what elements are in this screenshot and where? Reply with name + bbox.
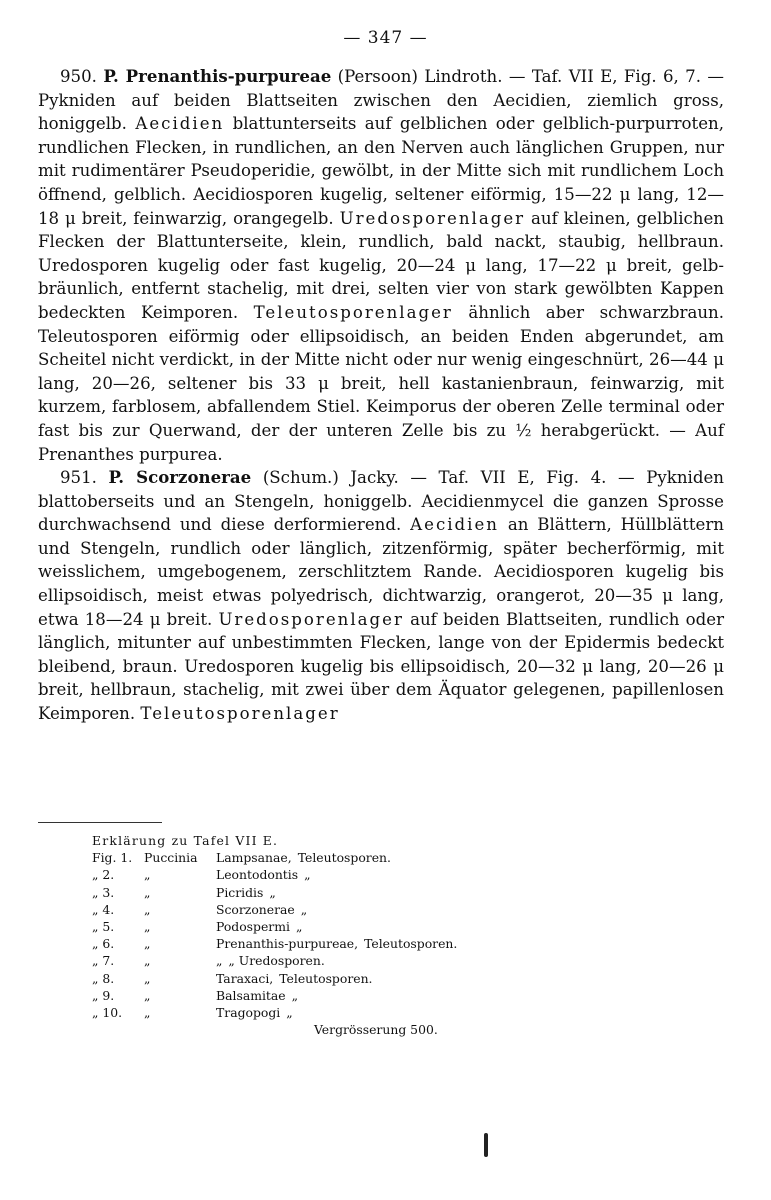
legend-note: „ xyxy=(295,919,303,935)
legend-fig: „ 7. xyxy=(92,953,115,969)
legend-species: Balsamitae xyxy=(216,987,286,1003)
legend-note: Teleutosporen. xyxy=(364,936,458,952)
legend-genus: „ xyxy=(144,901,151,917)
legend-row xyxy=(92,866,592,883)
entry-text: (Schum.) Jacky. — Taf. VII E, Fig. 4. — Pykniden blattoberseits und an Stengeln, honiggelb. Aecidienmycel die ganzen Sprosse durchwachsend und diese derformierend. xyxy=(38,468,724,535)
legend-genus: Puccinia xyxy=(144,850,198,866)
entry-text: ähnlich aber schwarzbraun. Teleutosporen eiförmig oder ellipsoidisch, an beiden Enden abgerundet, am Scheitel nicht verdickt, in der Mitte nicht oder nur wenig eingeschnürt, 26—44 μ lang, 20—26, seltener bis 33 μ breit, hell kastanienbraun, feinwarzig, mit kurzem, farblosem, abfallendem Stiel. Keimporus der oberen Zelle terminal oder fast bis zur Querwand, der der unteren Zelle bis zu ½ herabgerückt. — Auf Prenanthes purpurea. xyxy=(38,302,724,464)
legend-genus: „ xyxy=(144,970,151,986)
legend-row xyxy=(92,935,592,952)
legend-note: „ xyxy=(286,1005,293,1021)
legend-magnification: Vergrösserung 500. xyxy=(314,1022,438,1038)
entry-text: blattunterseits auf gelblichen oder gelblich-purpurroten, rundlichen Flecken, in rundlichen, an den Nerven auch länglichen Gruppen, nur mit rudimentärer Pseudoperidie, gewölbt, in der Mitte sich mit rundlichem Loch öffnend, gelblich. Aecidiosporen kugelig, seltener eiförmig, 15—22 μ lang, 12—18 μ breit, feinwarzig, orangegelb. xyxy=(38,114,724,228)
legend-fig: „ 8. xyxy=(92,970,115,986)
legend-row xyxy=(92,1004,592,1021)
print-speck xyxy=(484,1133,488,1157)
legend-row xyxy=(92,918,592,935)
legend-fig: „ 5. xyxy=(92,919,115,935)
legend-note: „ xyxy=(291,987,299,1003)
legend-note: „ xyxy=(269,884,276,900)
entry-text: auf beiden Blattseiten, rundlich oder länglich, mitunter auf unbestimmten Flecken, lange von der Epidermis bedeckt bleibend, braun. Uredosporen kugelig bis ellipsoidisch, 20—32 μ lang, 20—26 μ breit, hellbraun, stachelig, mit zwei über dem Äquator gelegenen, papillenlosen Keimporen. xyxy=(38,609,725,724)
legend-fig: „ 4. xyxy=(92,901,115,917)
legend-note: Teleutosporen. xyxy=(279,970,373,986)
spaced-term: Aecidien xyxy=(410,515,499,535)
legend-fig: „ 3. xyxy=(92,884,115,900)
entry-text: an Blättern, Hüllblättern und Stengeln, rundlich oder länglich, zitzenförmig, später becherförmig, mit weisslichem, umgebogenem, zerschlitztem Rande. Aecidiosporen kugelig bis ellipsoidisch, meist etwas polyedrisch, dichtwarzig, orangerot, 20—35 μ lang, etwa 18—24 μ breit. xyxy=(38,515,724,629)
legend-row xyxy=(92,849,592,866)
legend-rows xyxy=(92,849,592,1021)
entry-text: 950. xyxy=(60,67,104,86)
spaced-term: Uredosporenlager xyxy=(339,208,526,228)
legend-note: Teleutosporen. xyxy=(297,850,391,866)
legend-title: Erklärung zu Tafel VII E. xyxy=(92,833,279,848)
legend-fig: „ 10. xyxy=(92,1005,123,1021)
spaced-term: Teleutosporenlager xyxy=(253,302,453,322)
legend-genus: „ xyxy=(144,936,151,952)
legend-species: Picridis xyxy=(216,884,264,900)
legend-row xyxy=(92,884,592,901)
plate-legend xyxy=(92,832,592,1038)
legend-species: Tragopogi xyxy=(216,1005,281,1021)
legend-genus: „ xyxy=(144,1005,151,1021)
legend-row xyxy=(92,952,592,969)
spaced-term: Aecidien xyxy=(135,114,225,134)
spaced-term: Teleutosporenlager xyxy=(140,704,340,724)
legend-species: „ xyxy=(216,953,223,969)
legend-species: Taraxaci, xyxy=(216,970,274,986)
body-text xyxy=(38,65,724,726)
legend-note: „ xyxy=(300,901,308,917)
legend-fig: „ 6. xyxy=(92,936,115,952)
legend-row xyxy=(92,901,592,918)
legend-species: Prenanthis-purpureae, xyxy=(216,936,359,952)
species-name: P. Scorzonerae xyxy=(108,467,252,488)
legend-note: „ xyxy=(304,867,311,883)
entry-text: auf kleinen, gelblichen Flecken der Blattunterseite, klein, rundlich, bald nackt, staubig, hellbraun. Uredosporen kugelig oder fast kugelig, 20—24 μ lang, 17—22 μ breit, gelb-bräunlich, entfernt stachelig, mit drei, selten vier von stark gewölbten Kappen bedeckten Keimporen. xyxy=(38,208,724,322)
legend-row xyxy=(92,987,592,1004)
spaced-term: Uredosporenlager xyxy=(218,609,404,629)
species-name: P. Prenanthis-purpureae xyxy=(103,66,332,86)
legend-note: „ Uredosporen. xyxy=(228,953,325,969)
entry-950 xyxy=(38,65,724,466)
legend-fig: „ 2. xyxy=(92,867,115,883)
legend-genus: „ xyxy=(144,987,151,1003)
footnote-divider xyxy=(38,822,162,823)
entry-text: (Persoon) Lindroth. — Taf. VII E, Fig. 6, 7. — Pykniden auf beiden Blattseiten zwischen den Aecidien, ziemlich gross, honiggelb. xyxy=(38,67,724,134)
page-number: — 347 — xyxy=(343,28,428,48)
entry-951 xyxy=(38,466,724,726)
legend-genus: „ xyxy=(144,884,151,900)
legend-genus: „ xyxy=(144,919,151,935)
legend-species: Scorzonerae xyxy=(216,901,295,917)
legend-fig: Fig. 1. xyxy=(92,850,133,866)
legend-species: Leontodontis xyxy=(216,867,299,883)
legend-genus: „ xyxy=(144,867,151,883)
legend-fig: „ 9. xyxy=(92,987,115,1003)
legend-species: Lampsanae, xyxy=(216,850,292,866)
legend-row xyxy=(92,970,592,987)
legend-species: Podospermi xyxy=(216,919,290,935)
entry-text: 951. xyxy=(60,468,109,488)
legend-genus: „ xyxy=(144,953,151,969)
